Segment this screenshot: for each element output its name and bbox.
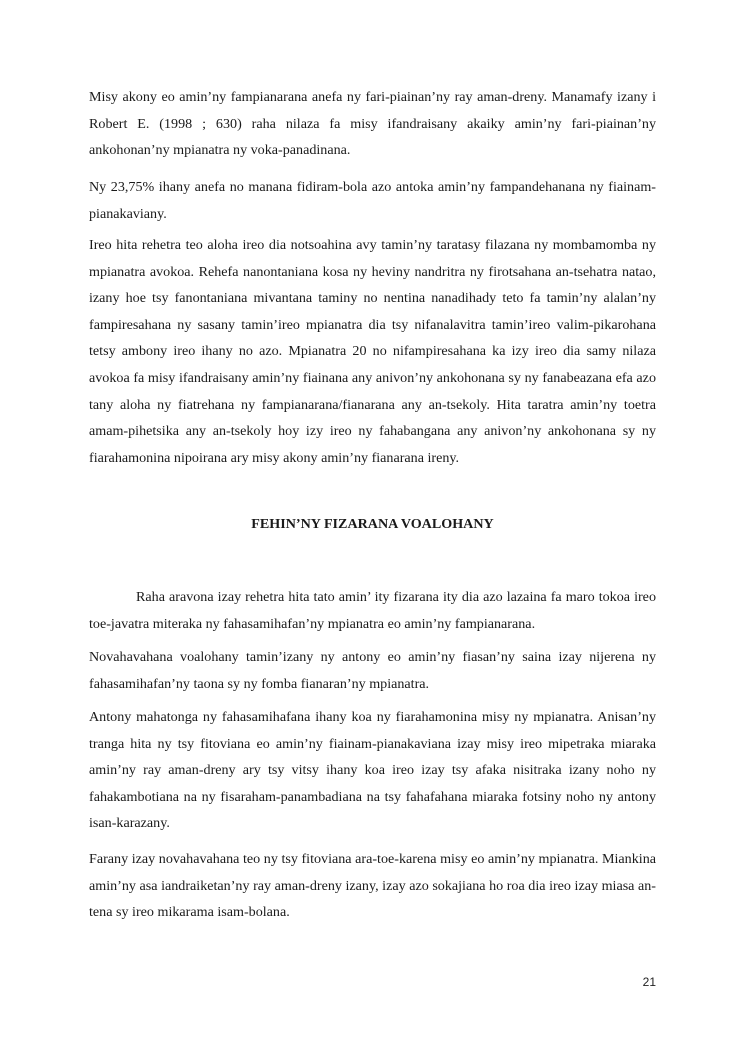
paragraph-student-interviews: Ireo hita rehetra teo aloha ireo dia notsoahina avy tamin’ny taratasy filazana ny mombamomba ny mpianatra avokoa. Rehefa nanontaniana kosa ny heviny nandritra ny firotsahana an-tsehatra natao, izany hoe tsy fanontaniana mivantana taminy no nentina nanadihady teto fa tamin’ny alalan’ny fampiresahana ny sasany tamin’ireo mpianatra dia tsy nifanalavitra tamin’ireo valim-pikarohana tetsy ambony ireo ihany no azo. Mpianatra 20 no nifampiresahana ka izy ireo dia samy nilaza avokoa fa misy ifandraisany amin’ny fiainana any anivon’ny ankohonana sy ny fanabeazana efa azo tany aloha ny fiatrehana ny fampianarana/fianarana any an-tsekoly. Hita taratra amin’ny toetra amam-pihetsika any an-tsekoly hoy izy ireo ny fahabangana any anivon’ny ankohonana sy ny fiarahamonina nipoirana ary misy akony amin’ny fianarana ireny. — [89, 237, 656, 466]
paragraph-conclusion-summary: Raha aravona izay rehetra hita tato amin’ ity fizarana ity dia azo lazaina fa maro tokoa ireo toe-javatra miteraka ny fahasamihafan’ny mpianatra eo amin’ny fampianarana. — [89, 589, 656, 632]
paragraph-parental-living-conditions: Misy akony eo amin’ny fampianarana anefa ny fari-piainan’ny ray aman-dreny. Manamafy izany i Robert E. (1998 ; 630) raha nilaza fa misy ifandraisany akaiky amin’ny fari-piainan’ny ankohonan’ny mpianatra ny voka-panadinana. — [89, 89, 656, 159]
paragraph-economic-factors: Farany izay novahavahana teo ny tsy fitoviana ara-toe-karena misy eo amin’ny mpianatra. Miankina amin’ny asa iandraiketan’ny ray aman-dreny izany, izay azo sokajiana ho roa dia ireo izay miasa an-tena sy ireo mikarama isam-bolana. — [89, 851, 656, 921]
section-heading: FEHIN’NY FIZARANA VOALOHANY — [251, 516, 494, 532]
paragraph-income-statistic: Ny 23,75% ihany anefa no manana fidiram-bola azo antoka amin’ny fampandehanana ny fiainam-pianakaviany. — [89, 179, 656, 222]
paragraph-social-factors: Antony mahatonga ny fahasamihafana ihany koa ny fiarahamonina misy ny mpianatra. Anisan’ny tranga hita ny tsy fitoviana eo amin’ny fiainam-pianakaviana izay misy ireo mipetraka miaraka amin’ny ray aman-dreny ary tsy vitsy ihany koa ireo izay tsy afaka nisitraka izany noho ny fahakambotiana na ny fisaraham-panambadiana na tsy fahafahana miaraka fotsiny noho ny antony isan-karazany. — [89, 709, 656, 832]
page-number: 21 — [642, 975, 656, 989]
paragraph-cognitive-factors: Novahavahana voalohany tamin’izany ny antony eo amin’ny fiasan’ny saina izay nijerena ny fahasamihafan’ny taona sy ny fomba fianaran’ny mpianatra. — [89, 649, 656, 692]
